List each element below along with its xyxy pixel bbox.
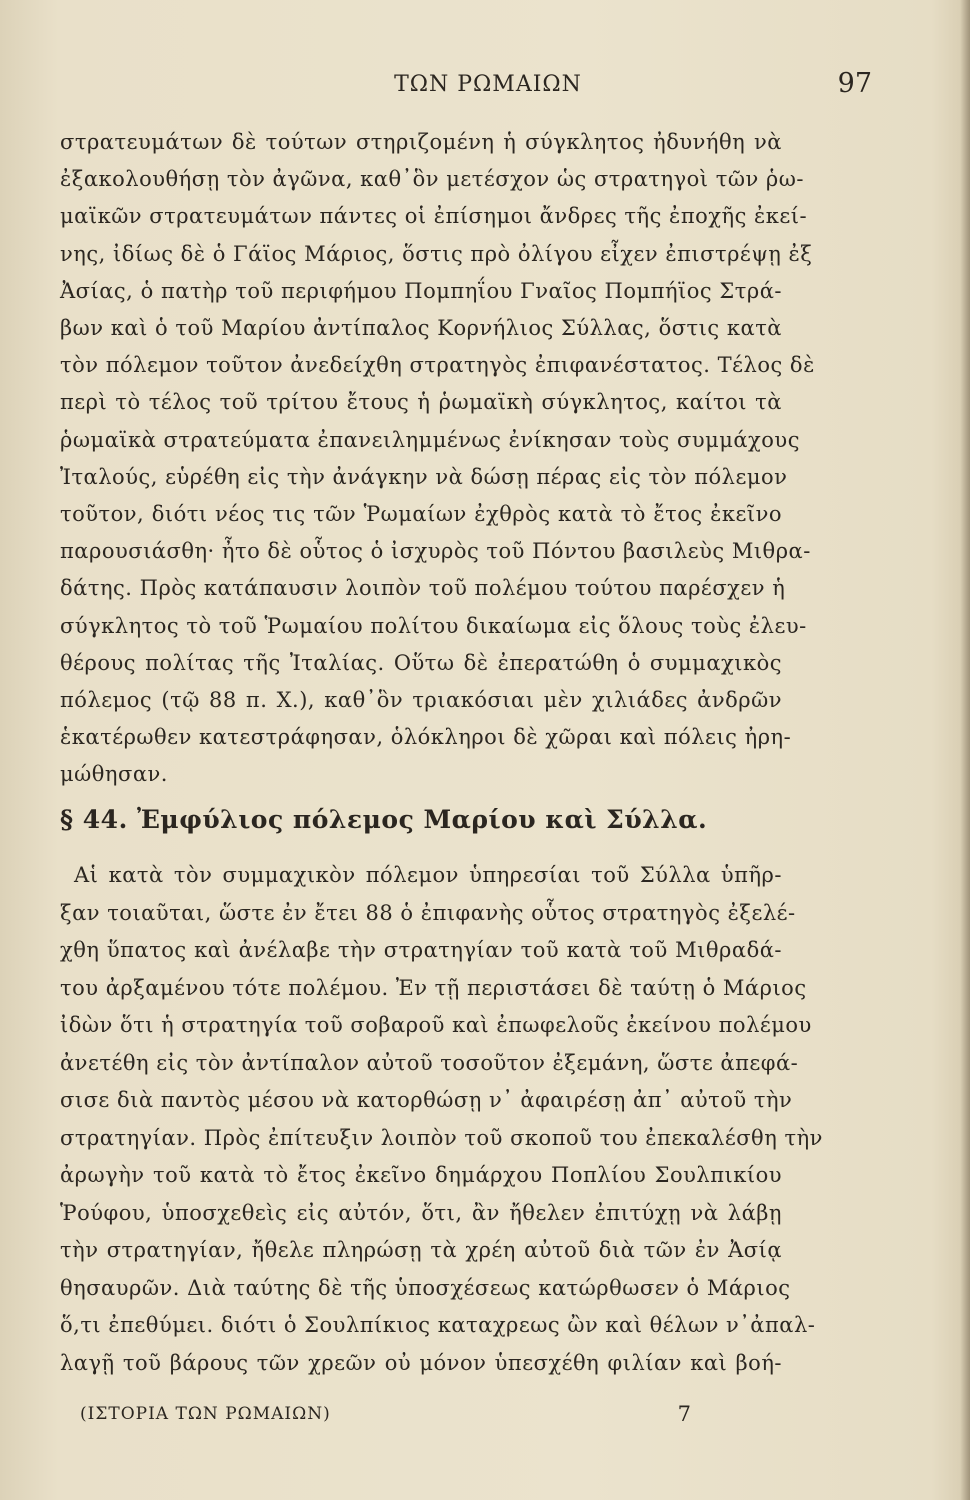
text-line: στρατηγίαν. Πρὸς ἐπίτευξιν λοιπὸν τοῦ σκοποῦ του ἐπεκαλέσθη τὴν (60, 1125, 823, 1150)
section-paragraph (60, 857, 823, 1382)
text-line: στρατευμάτων δὲ τούτων στηριζομένη ἡ σύγκλητος ἠδυνήθη νὰ (60, 130, 782, 154)
text-line: τὸν πόλεμον τοῦτον ἀνεδείχθη στρατηγὸς ἐπιφανέστατος. Τέλος δὲ (60, 353, 815, 378)
text-line: δάτης. Πρὸς κατάπαυσιν λοιπὸν τοῦ πολέμου τούτου παρέσχεν ἡ (60, 576, 786, 601)
text-line: μώθησαν. (60, 762, 168, 787)
text-line: ξαν τοιαῦται, ὥστε ἐν ἔτει 88 ὁ ἐπιφανὴς οὗτος στρατηγὸς ἐξελέ- (60, 900, 796, 925)
text-line: ἰδὼν ὅτι ἡ στρατηγία τοῦ σοβαροῦ καὶ ἐπωφελοῦς ἐκείνου πολέμου (60, 1013, 812, 1037)
text-line: περὶ τὸ τέλος τοῦ τρίτου ἔτους ἡ ῥωμαϊκὴ σύγκλητος, καίτοι τὰ (60, 390, 782, 415)
running-head (58, 68, 918, 104)
text-line: Ἀσίας, ὁ πατὴρ τοῦ περιφήμου Πομπηΐου Γναῖος Πομπήϊος Στρά- (60, 278, 782, 303)
signature-mark: 7 (677, 1402, 692, 1426)
footer-book-title: (ΙΣΤΟΡΙΑ ΤΩΝ ΡΩΜΑΙΩΝ) (80, 1404, 331, 1424)
text-line: ῥωμαϊκὰ στρατεύματα ἐπανειλημμένως ἐνίκησαν τοὺς συμμάχους (60, 427, 800, 452)
text-line: Ἰταλούς, εὑρέθη εἰς τὴν ἀνάγκην νὰ δώσῃ πέρας εἰς τὸν πόλεμον (60, 464, 788, 489)
text-line: βων καὶ ὁ τοῦ Μαρίου ἀντίπαλος Κορνήλιος Σύλλας, ὅστις κατὰ (60, 316, 782, 341)
text-line: σισε διὰ παντὸς μέσου νὰ κατορθώσῃ ν᾽ ἀφαιρέσῃ ἀπ᾽ αὐτοῦ τὴν (60, 1088, 793, 1112)
text-line: θησαυρῶν. Διὰ ταύτης δὲ τῆς ὑποσχέσεως κατώρθωσεν ὁ Μάριος (60, 1275, 791, 1300)
text-line: ἀρωγὴν τοῦ κατὰ τὸ ἔτος ἐκεῖνο δημάρχου Ποπλίου Σουλπικίου (60, 1163, 782, 1187)
text-line: λαγῇ τοῦ βάρους τῶν χρεῶν οὐ μόνον ὑπεσχέθη φιλίαν καὶ βοή- (60, 1350, 782, 1375)
text-line: τοῦτον, διότι νέος τις τῶν Ῥωμαίων ἐχθρὸς κατὰ τὸ ἔτος ἐκεῖνο (60, 502, 782, 527)
text-line: παρουσιάσθη· ἦτο δὲ οὗτος ὁ ἰσχυρὸς τοῦ Πόντου βασιλεὺς Μιθρα- (60, 539, 811, 564)
text-line: σύγκλητος τὸ τοῦ Ῥωμαίου πολίτου δικαίωμα εἰς ὅλους τοὺς ἐλευ- (60, 613, 807, 638)
page-footer (80, 1402, 720, 1432)
text-line: Ῥούφου, ὑποσχεθεὶς εἰς αὐτόν, ὅτι, ἂν ἤθελεν ἐπιτύχῃ νὰ λάβῃ (60, 1200, 782, 1225)
text-line: χθη ὕπατος καὶ ἀνέλαβε τὴν στρατηγίαν τοῦ κατὰ τοῦ Μιθραδά- (60, 938, 782, 962)
page-edge-shadow (960, 0, 970, 1500)
text-line: τὴν στρατηγίαν, ἤθελε πληρώσῃ τὰ χρέη αὐτοῦ διὰ τῶν ἐν Ἀσίᾳ (60, 1238, 782, 1262)
text-line: ἐξακολουθήσῃ τὸν ἀγῶνα, καθ᾽ὃν μετέσχον ὡς στρατηγοὶ τῶν ῥω- (60, 167, 804, 192)
text-line: ἀνετέθη εἰς τὸν ἀντίπαλον αὐτοῦ τοσοῦτον ἐξεμάνη, ὥστε ἀπεφά- (60, 1050, 799, 1075)
page-number: 97 (837, 68, 872, 99)
section-heading: § 44. Ἐμφύλιος πόλεμος Μαρίου καὶ Σύλλα. (60, 805, 708, 834)
text-line: μαϊκῶν στρατευμάτων πάντες οἱ ἐπίσημοι ἄνδρες τῆς ἐποχῆς ἐκεί- (60, 204, 808, 229)
text-line: νης, ἰδίως δὲ ὁ Γάϊος Μάριος, ὅστις πρὸ ὀλίγου εἶχεν ἐπιστρέψῃ ἐξ (60, 241, 813, 266)
paragraph-1 (60, 124, 815, 794)
text-line: Αἱ κατὰ τὸν συμμαχικὸν πόλεμον ὑπηρεσίαι τοῦ Σύλλα ὑπῆρ- (74, 863, 782, 887)
text-line: θέρους πολίτας τῆς Ἰταλίας. Οὕτω δὲ ἐπερατώθη ὁ συμμαχικὸς (60, 650, 782, 675)
text-line: ἑκατέρωθεν κατεστράφησαν, ὁλόκληροι δὲ χῶραι καὶ πόλεις ἠρη- (60, 725, 792, 750)
running-head-title: ΤΩΝ ΡΩΜΑΙΩΝ (394, 72, 582, 97)
text-line: του ἀρξαμένου τότε πολέμου. Ἐν τῇ περιστάσει δὲ ταύτῃ ὁ Μάριος (60, 975, 807, 1000)
text-line: πόλεμος (τῷ 88 π. Χ.), καθ᾽ὃν τριακόσιαι μὲν χιλιάδες ἀνδρῶν (60, 688, 782, 713)
text-line: ὅ,τι ἐπεθύμει. διότι ὁ Σουλπίκιος καταχρεως ὢν καὶ θέλων ν᾽ἀπαλ- (60, 1313, 816, 1337)
